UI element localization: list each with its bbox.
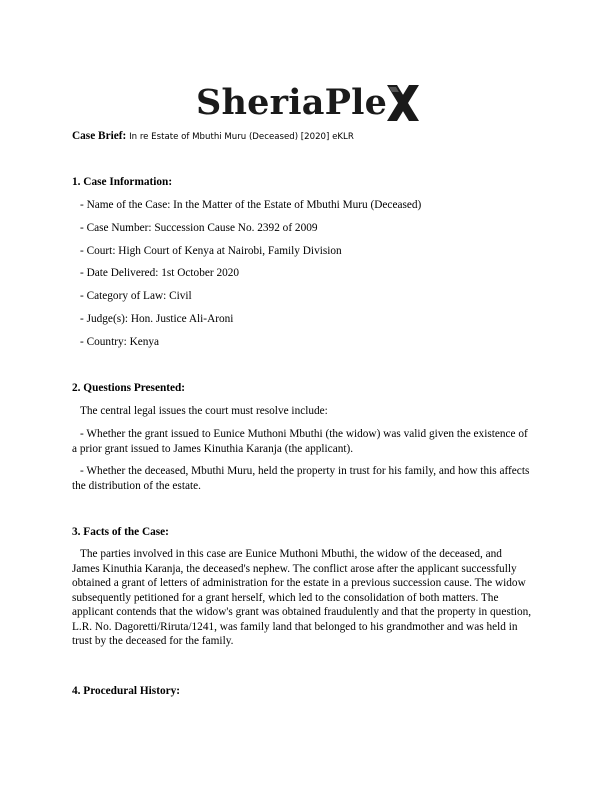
section-heading-questions-presented: 2. Questions Presented: [72,382,186,394]
case-brief-title: In re Estate of Mbuthi Muru (Deceased) [2020] eKLR [129,132,354,142]
logo-text: SheriaPle [196,82,388,123]
case-info-item: - Name of the Case: In the Matter of the Estate of Mbuthi Muru (Deceased) [80,199,422,211]
case-info-item: - Judge(s): Hon. Justice Ali-Aroni [80,313,234,325]
case-info-item: - Case Number: Succession Cause No. 2392 of 2009 [80,222,318,234]
sheriaplex-logo [196,76,421,123]
questions-intro: The central legal issues the court must resolve include: [80,405,328,417]
section-heading-procedural-history: 4. Procedural History: [72,685,181,697]
logo-x-mark-icon [385,83,421,123]
question-item: - Whether the deceased, Mbuthi Muru, held the property in trust for his family, and how this affects the distribution of the estate. [72,465,530,492]
facts-paragraph: The parties involved in this case are Eunice Muthoni Mbuthi, the widow of the deceased, and James Kinuthia Karanja, the deceased's nephew. The conflict arose after the applicant successfully obtained a grant of letters of administration for the estate in a previous succession cause. The widow subsequently petitioned for a grant herself, which led to the consolidation of both matters. The applicant contends that the widow's grant was obtained fraudulently and that the property in question, L.R. No. Dagoretti/Riruta/1241, was family land that belonged to his grandmother and was held in trust by the deceased for the family. [72,548,532,647]
case-info-item: - Category of Law: Civil [80,290,192,302]
case-info-item: - Country: Kenya [80,336,160,348]
section-heading-facts: 3. Facts of the Case: [72,526,169,538]
case-info-item: - Court: High Court of Kenya at Nairobi, Family Division [80,245,342,257]
section-heading-case-information: 1. Case Information: [72,176,173,188]
question-item: - Whether the grant issued to Eunice Muthoni Mbuthi (the widow) was valid given the existence of a prior grant issued to James Kinuthia Karanja (the applicant). [72,428,528,455]
case-brief-line [72,129,354,144]
case-info-item: - Date Delivered: 1st October 2020 [80,267,240,279]
case-brief-label: Case Brief: [72,130,127,142]
